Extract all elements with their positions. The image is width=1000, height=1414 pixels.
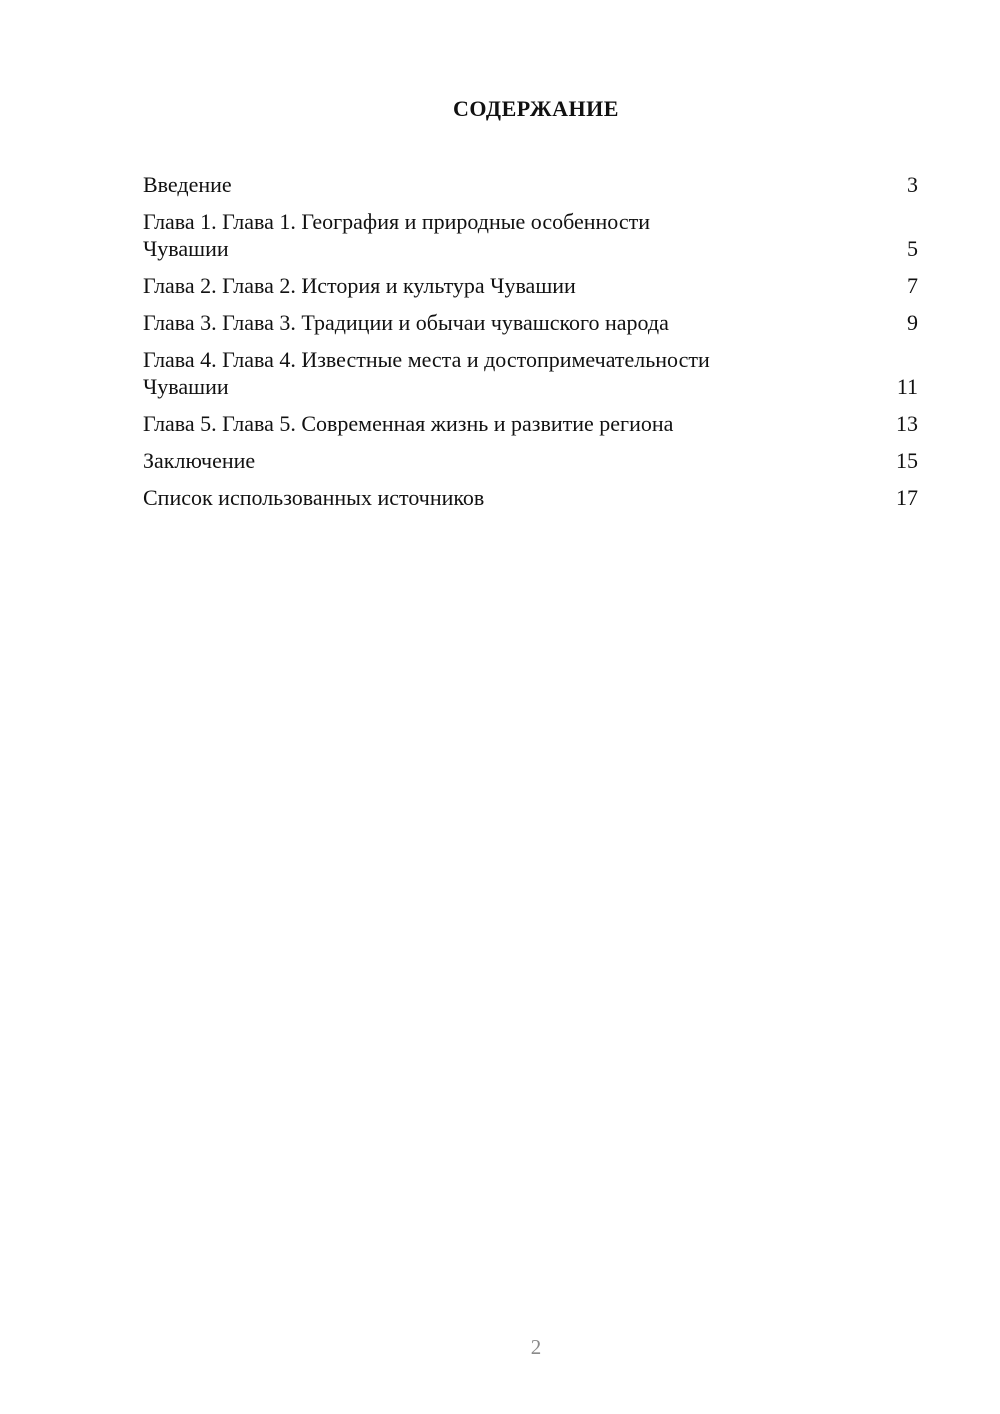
toc-entry-page: 9 (907, 310, 918, 335)
toc-entry-chapter-5 (143, 410, 918, 437)
toc-entry-chapter-2 (143, 272, 918, 299)
toc-entry-text: Глава 3. Глава 3. Традиции и обычаи чувашского народа (143, 310, 669, 335)
toc-entry-text: Глава 2. Глава 2. История и культура Чувашии (143, 273, 576, 298)
toc-entry-chapter-3 (143, 309, 918, 336)
toc-entry-page: 15 (896, 448, 918, 473)
toc-entry-chapter-1 (143, 208, 918, 262)
toc-entry-introduction (143, 171, 918, 198)
toc-entry-chapter-4 (143, 346, 918, 400)
page-number: 2 (530, 1335, 542, 1359)
table-of-contents (143, 171, 918, 521)
toc-entry-page: 13 (896, 411, 918, 436)
toc-entry-page: 17 (896, 485, 918, 510)
toc-entry-page: 11 (896, 374, 918, 399)
toc-entry-conclusion (143, 447, 918, 474)
page-title: СОДЕРЖАНИЕ (453, 96, 619, 121)
toc-entry-page: 7 (907, 273, 918, 298)
toc-entry-text: Заключение (143, 448, 256, 473)
toc-entry-text: Глава 1. Глава 1. География и природные особенности Чувашии (143, 209, 651, 261)
toc-entry-page: 3 (907, 172, 918, 197)
toc-entry-page: 5 (907, 236, 918, 261)
toc-entry-references (143, 484, 918, 511)
toc-entry-text: Введение (143, 172, 232, 197)
toc-entry-text: Список использованных источников (143, 485, 485, 510)
toc-entry-text: Глава 5. Глава 5. Современная жизнь и развитие региона (143, 411, 674, 436)
toc-entry-text: Глава 4. Глава 4. Известные места и достопримечательности Чувашии (143, 347, 710, 399)
